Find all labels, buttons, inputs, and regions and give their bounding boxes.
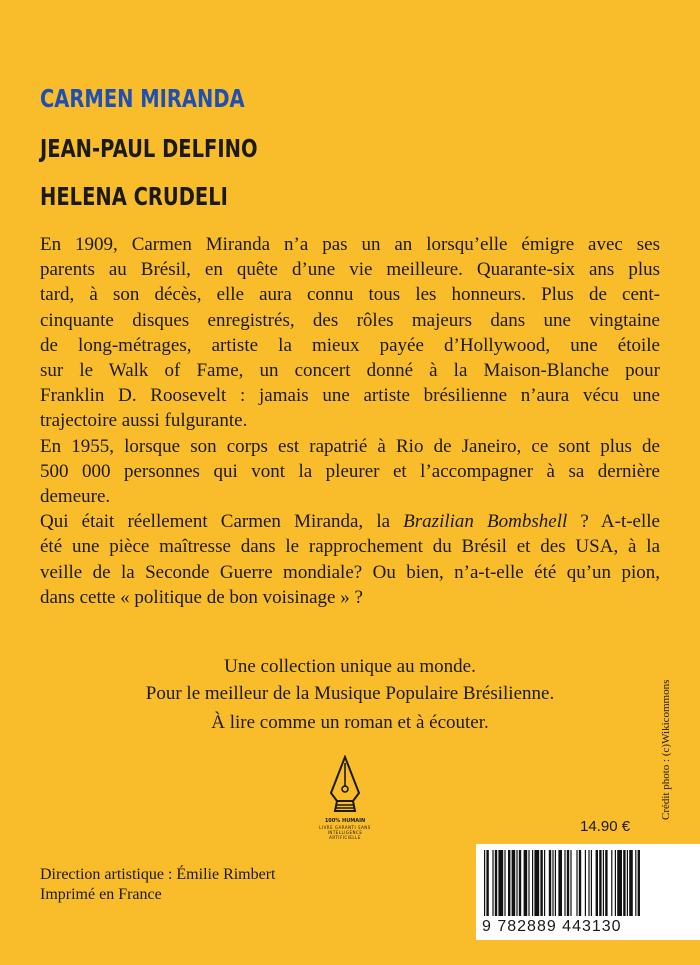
blurb-line: cinquante disques enregistrés, des rôles majeurs dans une vingtaine bbox=[40, 309, 660, 331]
barcode-bar bbox=[596, 850, 598, 916]
barcode-bar bbox=[579, 850, 581, 916]
blurb-line: veille de la Seconde Guerre mondiale? Ou bien, n’a-t-elle été qu’un pion, bbox=[40, 561, 660, 583]
blurb-line: dans cette « politique de bon voisinage » ? bbox=[40, 586, 363, 608]
logo-subtitle-line: ARTIFICIELLE bbox=[329, 835, 361, 840]
logo-title: 100% HUMAIN bbox=[324, 818, 366, 824]
barcode-bar bbox=[534, 850, 539, 916]
blurb-line: sur le Walk of Fame, un concert donné à la Maison-Blanche pour bbox=[40, 360, 660, 382]
barcode-bar bbox=[623, 850, 625, 916]
barcode-bar bbox=[638, 850, 640, 916]
photo-credit: Crédit photo : (c)Wikicommons bbox=[660, 679, 672, 820]
barcode-bar bbox=[544, 850, 545, 916]
barcode-bar bbox=[555, 850, 556, 916]
barcode-bar bbox=[519, 850, 521, 916]
barcode-bar bbox=[564, 850, 565, 916]
blurb-line: trajectoire aussi fulgurante. bbox=[40, 410, 248, 432]
blurb-paragraph bbox=[40, 434, 660, 510]
barcode-bar bbox=[516, 850, 517, 916]
blurb-line: En 1909, Carmen Miranda n’a pas un an lorsqu’elle émigre avec ses bbox=[40, 234, 660, 255]
nickname-italic: Brazilian Bombshell bbox=[403, 511, 568, 533]
barcode-bar bbox=[528, 850, 529, 916]
collection-tagline: À lire comme un roman et à écouter. bbox=[211, 712, 489, 733]
barcode-bar bbox=[558, 850, 562, 916]
barcode-bar bbox=[576, 850, 577, 916]
barcode-bar bbox=[629, 850, 633, 916]
barcode-bar bbox=[512, 850, 516, 916]
publisher-logo bbox=[300, 755, 390, 840]
barcode-bar bbox=[486, 850, 488, 916]
collection-tagline: Une collection unique au monde. bbox=[224, 656, 476, 677]
barcode-bar bbox=[615, 850, 616, 916]
logo-subtitle bbox=[300, 825, 390, 840]
barcode-bar bbox=[532, 850, 533, 916]
barcode-bar bbox=[627, 850, 628, 916]
barcode-bar bbox=[484, 850, 485, 916]
barcode-bar bbox=[605, 850, 607, 916]
blurb-line: En 1955, lorsque son corps est rapatrié à Rio de Janeiro, ce sont plus de bbox=[40, 435, 660, 457]
printed-in: Imprimé en France bbox=[40, 886, 162, 903]
isbn-barcode bbox=[476, 844, 700, 940]
blurb-line: de long-métrages, artiste la mieux payée d’Hollywood, une étoile bbox=[40, 334, 660, 356]
barcode-bar bbox=[611, 850, 612, 916]
logo-subtitle-line: LIVRE GARANTI SANS bbox=[319, 825, 371, 830]
barcode-bar bbox=[504, 850, 505, 916]
blurb-line: 500 000 personnes qui vont la pleurer et l’accompagner à sa dernière bbox=[40, 460, 660, 482]
subject-title: CARMEN MIRANDA bbox=[40, 84, 245, 113]
author-name: JEAN-PAUL DELFINO bbox=[40, 134, 258, 163]
barcode-bar bbox=[540, 850, 542, 916]
barcode-bar bbox=[508, 850, 510, 916]
blurb-line bbox=[40, 509, 660, 534]
price: 14.90 € bbox=[580, 818, 631, 835]
blurb-line: Franklin D. Roosevelt : jamais une artiste brésilienne n’aura vécu une bbox=[40, 385, 660, 407]
barcode-bar bbox=[549, 850, 551, 916]
fountain-pen-nib-icon bbox=[325, 755, 365, 817]
blurb-line: été une pièce maîtresse dans le rapprochement du Brésil et des USA, à la bbox=[40, 536, 660, 558]
barcode-bar bbox=[603, 850, 604, 916]
barcode-bar bbox=[570, 850, 571, 916]
blurb-line: tard, à son décès, elle aura connu tous les honneurs. Plus de cent- bbox=[40, 284, 660, 306]
blurb-line: parents au Brésil, en quête d’une vie meilleure. Quarante-six ans plus bbox=[40, 259, 660, 281]
barcode-bar bbox=[635, 850, 636, 916]
blurb-text: ? A-t-elle bbox=[567, 511, 660, 533]
blurb-paragraph bbox=[40, 232, 660, 434]
barcode-bar bbox=[588, 850, 589, 916]
isbn-digits: 9 782889 443130 bbox=[482, 918, 622, 935]
barcode-bars bbox=[482, 850, 700, 916]
collection-tagline: Pour le meilleur de la Musique Populaire Brésilienne. bbox=[145, 683, 555, 704]
back-cover-blurb bbox=[40, 232, 660, 610]
barcode-bar bbox=[492, 850, 493, 916]
barcode-bar bbox=[552, 850, 553, 916]
barcode-bar bbox=[591, 850, 592, 916]
barcode-bar bbox=[498, 850, 503, 916]
barcode-bar bbox=[495, 850, 497, 916]
blurb-line: demeure. bbox=[40, 486, 111, 508]
blurb-paragraph bbox=[40, 509, 660, 610]
art-direction-credit: Direction artistique : Émilie Rimbert bbox=[40, 866, 276, 883]
author-name: HELENA CRUDELI bbox=[40, 182, 228, 211]
barcode-bar bbox=[585, 850, 586, 916]
barcode-bar bbox=[567, 850, 569, 916]
blurb-text: Qui était réellement Carmen Miranda, la bbox=[40, 511, 391, 533]
logo-subtitle-line: INTELLIGENCE bbox=[327, 830, 363, 835]
barcode-bar bbox=[617, 850, 622, 916]
barcode-bar bbox=[599, 850, 601, 916]
barcode-bar bbox=[524, 850, 528, 916]
